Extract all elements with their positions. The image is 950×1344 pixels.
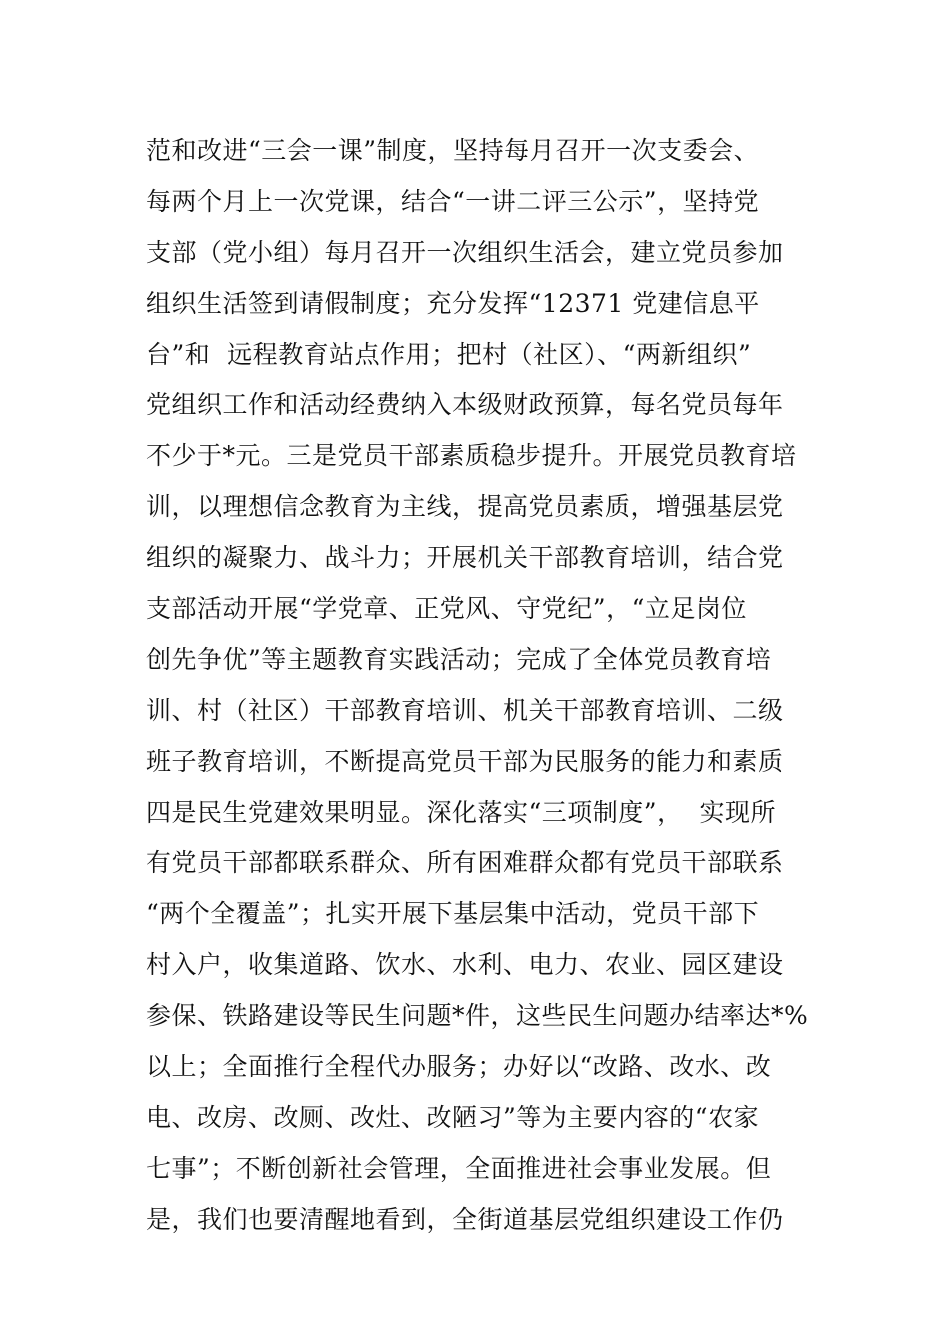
text-line: 党组织工作和活动经费纳入本级财政预算，每名党员每年 bbox=[146, 390, 784, 420]
text-line: 支部活动开展“学党章、正党风、守党纪”，“立足岗位 bbox=[146, 594, 747, 624]
text-line: 以上；全面推行全程代办服务；办好以“改路、改水、改 bbox=[146, 1052, 772, 1082]
text-line: 电、改房、改厕、改灶、改陋习”等为主要内容的“农家 bbox=[146, 1102, 760, 1132]
text-line: 每两个月上一次党课，结合“一讲二评三公示”，坚持党 bbox=[146, 186, 760, 216]
text-line: 不少于*元。三是党员干部素质稳步提升。开展党员教育培 bbox=[146, 441, 797, 471]
text-line: 村入户，收集道路、饮水、水利、电力、农业、园区建设 bbox=[146, 950, 784, 980]
text-line: 四是民生党建效果明显。深化落实“三项制度”， 实现所 bbox=[146, 797, 776, 827]
text-line: 组织生活签到请假制度；充分发挥“12371 党建信息平 bbox=[146, 288, 760, 318]
text-line: 支部（党小组）每月召开一次组织生活会，建立党员参加 bbox=[146, 237, 784, 267]
text-line: 组织的凝聚力、战斗力；开展机关干部教育培训，结合党 bbox=[146, 543, 784, 573]
body-text bbox=[146, 126, 816, 1246]
text-line: “两个全覆盖”；扎实开展下基层集中活动，党员干部下 bbox=[146, 899, 760, 929]
text-line: 创先争优”等主题教育实践活动；完成了全体党员教育培 bbox=[146, 644, 772, 674]
text-line: 范和改进“三会一课”制度，坚持每月召开一次支委会、 bbox=[146, 136, 760, 165]
text-line: 参保、铁路建设等民生问题*件，这些民生问题办结率达*% bbox=[146, 1001, 809, 1031]
text-line: 班子教育培训，不断提高党员干部为民服务的能力和素质 bbox=[146, 746, 784, 776]
text-line: 有党员干部都联系群众、所有困难群众都有党员干部联系 bbox=[146, 848, 784, 878]
text-line: 台”和 远程教育站点作用；把村（社区）、“两新组织” bbox=[146, 339, 752, 369]
text-line: 训、村（社区）干部教育培训、机关干部教育培训、二级 bbox=[146, 695, 784, 725]
text-line: 是，我们也要清醒地看到，全街道基层党组织建设工作仍 bbox=[146, 1204, 784, 1234]
text-line: 七事”；不断创新社会管理，全面推进社会事业发展。但 bbox=[146, 1153, 772, 1183]
text-line: 训，以理想信念教育为主线，提高党员素质，增强基层党 bbox=[146, 492, 784, 522]
